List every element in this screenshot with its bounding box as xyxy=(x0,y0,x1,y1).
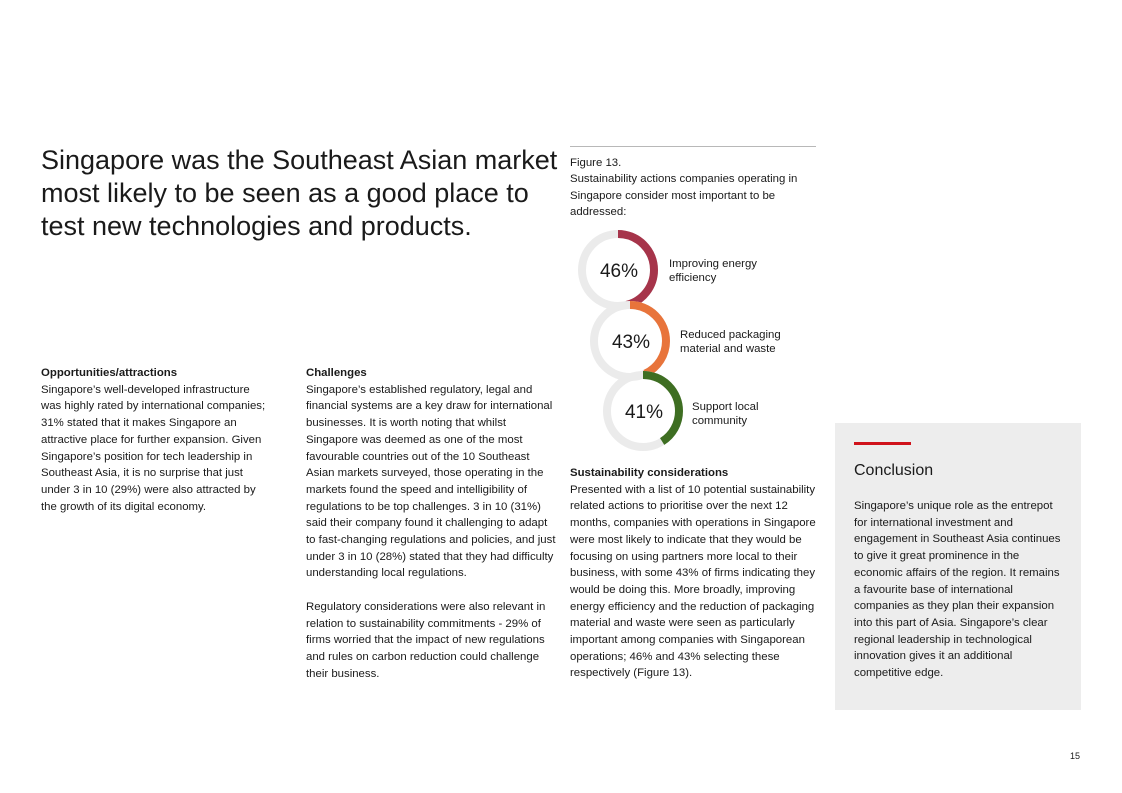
donut-label-line: community xyxy=(692,415,748,427)
challenges-heading: Challenges xyxy=(306,367,367,379)
donut-label-line: Reduced packaging xyxy=(680,329,781,341)
opportunities-line: Singapore’s position for tech leadership in xyxy=(41,450,253,463)
donut-label-line: Support local xyxy=(692,401,759,413)
donut-label-line: Improving energy xyxy=(669,258,758,270)
donut-value-energy: 46% xyxy=(599,261,639,282)
page-headline: Singapore was the Southeast Asian market most likely to be seen as a good place to test new technologies and products. xyxy=(41,145,558,241)
figure-divider xyxy=(570,146,816,147)
opportunities-line: attractive place for further expansion. Given xyxy=(41,433,262,446)
opportunities-line: was highly rated by international companies; xyxy=(41,400,266,413)
opportunities-line: Singapore’s well-developed infrastructure xyxy=(41,383,250,396)
opportunities-line: under 3 in 10 (29%) were also attracted by xyxy=(41,483,256,496)
conclusion-title: Conclusion xyxy=(854,462,934,479)
sustainability-column xyxy=(570,465,820,682)
conclusion-accent-bar xyxy=(854,442,911,445)
sustainability-heading: Sustainability considerations xyxy=(570,467,729,479)
donut-label-community xyxy=(692,400,759,428)
sustainability-paragraph: Presented with a list of 10 potential sustainability related actions to prioritise over the next 12 months, companies with operations in Singapore were most likely to indicate that they would be focusing on using partners more local to their business, with some 43% of firms indicating they would be doing this. More broadly, improving energy efficiency and the reduction of packaging material and waste were seen as particularly important among companies with Singaporean operations; 46% and 43% selecting these respectively (Figure 13). xyxy=(570,483,816,680)
conclusion-text: Singapore’s unique role as the entrepot for international investment and engagement in Southeast Asia continues to give it great prominence in the economic affairs of the region. It remains a favourite base of international companies as they plan their expansion into this part of Asia. Singapore’s clear regional leadership in technological innovation gives it an additional competitive edge. xyxy=(854,500,1061,680)
donut-label-packaging xyxy=(680,328,781,356)
donut-label-energy xyxy=(669,257,757,285)
opportunities-column xyxy=(41,365,291,515)
opportunities-line: the growth of its digital economy. xyxy=(41,500,207,513)
opportunities-line: Southeast Asia, it is no surprise that just xyxy=(41,467,243,480)
donut-label-line: efficiency xyxy=(669,272,717,284)
donut-community xyxy=(607,375,679,447)
donut-energy xyxy=(582,234,654,306)
donut-packaging xyxy=(594,305,666,377)
donut-label-line: material and waste xyxy=(680,343,776,355)
conclusion-panel xyxy=(835,423,1081,710)
donut-value-packaging: 43% xyxy=(611,332,651,353)
challenges-paragraph-2: Regulatory considerations were also relevant in relation to sustainability commitments - 29% of firms worried that the impact of new regulations and rules on carbon reduction could challenge their business. xyxy=(306,600,546,680)
page-number: 15 xyxy=(1070,751,1081,761)
opportunities-line: 31% stated that it makes Singapore an xyxy=(41,417,237,430)
figure-title: Sustainability actions companies operating in Singapore consider most important to be addressed: xyxy=(570,173,798,219)
opportunities-text xyxy=(41,382,291,516)
donut-value-community: 41% xyxy=(624,402,664,423)
figure-label: Figure 13. xyxy=(570,157,622,169)
donut-chart xyxy=(560,220,700,460)
challenges-paragraph-1: Singapore’s established regulatory, legal and financial systems are a key draw for international businesses. It is worth noting that whilst Singapore was deemed as one of the most favourable countries out of the 10 Southeast Asian markets surveyed, those operating in the markets found the speed and intelligibility of regulations to be top challenges. 3 in 10 (31%) said their company found it challenging to adapt to fast-changing regulations and policies, and just under 3 in 10 (28%) stated that they had difficulty understanding local regulations. xyxy=(306,383,556,580)
opportunities-heading: Opportunities/attractions xyxy=(41,367,178,379)
challenges-column xyxy=(306,365,556,682)
